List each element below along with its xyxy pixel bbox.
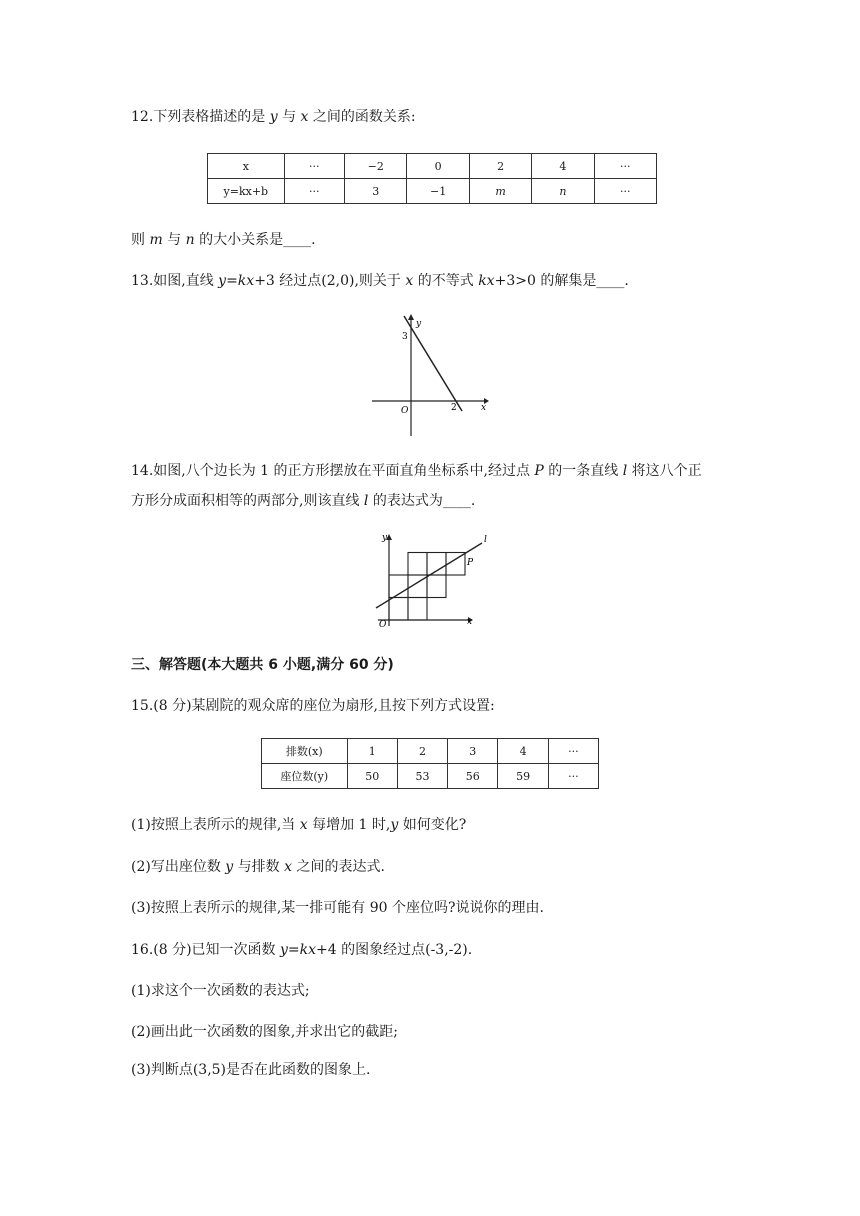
q14-line-l: l	[622, 463, 628, 479]
x-intercept-label: 2	[451, 403, 457, 413]
q14-text: 的一条直线	[543, 463, 623, 479]
q16-text: 16.(8 分)已知一次函数	[131, 942, 280, 958]
q12-text: 的大小关系是____.	[194, 232, 316, 248]
table-cell: 59	[498, 764, 548, 789]
table-row	[262, 739, 599, 764]
y-intercept-label: 3	[402, 332, 408, 342]
q13-equation: y=kx	[218, 273, 255, 289]
square	[389, 598, 408, 621]
y-axis-label: y	[382, 533, 388, 543]
table-cell: 53	[397, 764, 447, 789]
table-cell: 50	[347, 764, 397, 789]
q15-part3: (3)按照上表所示的规律,某一排可能有 90 个座位吗?说说你的理由.	[131, 900, 544, 916]
q13-stem	[131, 271, 629, 291]
q15-text: 每增加 1 时,	[307, 817, 391, 833]
q16-part2: (2)画出此一次函数的图象,并求出它的截距;	[131, 1024, 398, 1040]
table-cell: 56	[448, 764, 498, 789]
square	[408, 598, 427, 621]
table-cell: 3	[448, 739, 498, 764]
q14-point-p: P	[534, 463, 544, 479]
q12-followup	[131, 230, 316, 250]
q15-var-y: y	[225, 859, 234, 875]
q13-var-x: x	[405, 273, 414, 289]
q14-line-l: l	[363, 493, 369, 509]
q12-var-m: m	[149, 232, 163, 248]
q16-part1: (1)求这个一次函数的表达式;	[131, 983, 310, 999]
q14-squares-figure	[368, 528, 498, 630]
q12-text: 与	[162, 232, 186, 248]
table-cell: 2	[397, 739, 447, 764]
table-cell: 座位数(y)	[262, 764, 348, 789]
table-cell: 1	[347, 739, 397, 764]
line-y-kx-plus-3	[404, 316, 462, 411]
table-cell: 0	[407, 154, 469, 179]
table-cell: −1	[407, 179, 469, 204]
q15-text: (2)写出座位数	[131, 859, 226, 875]
table-cell: 4	[498, 739, 548, 764]
point-p-label: P	[467, 558, 474, 568]
q14-text: 将这八个正	[627, 463, 702, 479]
table-cell: n	[532, 179, 594, 204]
x-axis-label: x	[467, 617, 473, 627]
q14-text: 14.如图,八个边长为 1 的正方形摆放在平面直角坐标系中,经过点	[131, 463, 535, 479]
table-cell: ···	[284, 154, 344, 179]
square	[408, 553, 427, 576]
table-cell: ···	[284, 179, 344, 204]
q12-var-n: n	[185, 232, 195, 248]
q15-text: (1)按照上表所示的规律,当	[131, 817, 300, 833]
eight-squares	[389, 553, 465, 621]
table-cell: m	[469, 179, 531, 204]
q15-var-x: x	[299, 817, 308, 833]
q16-stem	[131, 940, 472, 960]
q12-text: 则	[131, 232, 150, 248]
q12-text: 12.下列表格描述的是	[131, 109, 270, 125]
table-cell: 排数(x)	[262, 739, 348, 764]
q15-text: 如何变化?	[398, 817, 467, 833]
table-cell: 4	[532, 154, 594, 179]
line-l-label: l	[484, 535, 487, 545]
q15-part2	[131, 857, 385, 877]
q15-text: 之间的表达式.	[292, 859, 385, 875]
section-heading: 三、解答题(本大题共 6 小题,满分 60 分)	[131, 657, 394, 673]
q13-line-graph	[368, 312, 492, 440]
q13-text: 的不等式	[413, 273, 479, 289]
q12-var-y: y	[269, 109, 278, 125]
table-cell: ···	[548, 739, 598, 764]
y-axis-arrow	[408, 314, 414, 320]
q15-part1	[131, 815, 466, 835]
q12-text: 之间的函数关系:	[308, 109, 416, 125]
table-cell: ···	[548, 764, 598, 789]
q13-inequality: kx	[478, 273, 495, 289]
q13-text: +3>0 的解集是____.	[494, 273, 629, 289]
q15-text: 与排数	[233, 859, 285, 875]
q12-text: 与	[277, 109, 301, 125]
origin-label: O	[401, 406, 409, 416]
q13-text: +3 经过点(2,0),则关于	[254, 273, 406, 289]
table-row	[208, 179, 657, 204]
q15-table	[261, 738, 599, 789]
table-cell: x	[208, 154, 285, 179]
origin-label: O	[379, 620, 387, 630]
q12-stem	[131, 107, 416, 127]
q15-var-y: y	[390, 817, 399, 833]
q16-text: +4 的图象经过点(-3,-2).	[316, 942, 473, 958]
q15-var-x: x	[284, 859, 293, 875]
table-cell: 2	[469, 154, 531, 179]
table-cell: y=kx+b	[208, 179, 285, 204]
table-row	[262, 764, 599, 789]
y-axis-label: y	[416, 319, 422, 329]
x-axis-label: x	[481, 403, 487, 413]
q14-text: 的表达式为____.	[368, 493, 476, 509]
table-cell: −2	[345, 154, 407, 179]
square	[427, 575, 446, 598]
table-cell: 3	[345, 179, 407, 204]
q16-part3: (3)判断点(3,5)是否在此函数的图象上.	[131, 1062, 371, 1078]
q12-table	[207, 153, 657, 204]
q13-text: 13.如图,直线	[131, 273, 219, 289]
table-row	[208, 154, 657, 179]
q16-equation: y=kx	[280, 942, 317, 958]
q12-var-x: x	[300, 109, 309, 125]
table-cell: ···	[594, 179, 656, 204]
q15-stem: 15.(8 分)某剧院的观众席的座位为扇形,且按下列方式设置:	[131, 698, 495, 714]
q14-text: 方形分成面积相等的两部分,则该直线	[131, 493, 364, 509]
table-cell: ···	[594, 154, 656, 179]
q14-stem	[131, 456, 731, 516]
